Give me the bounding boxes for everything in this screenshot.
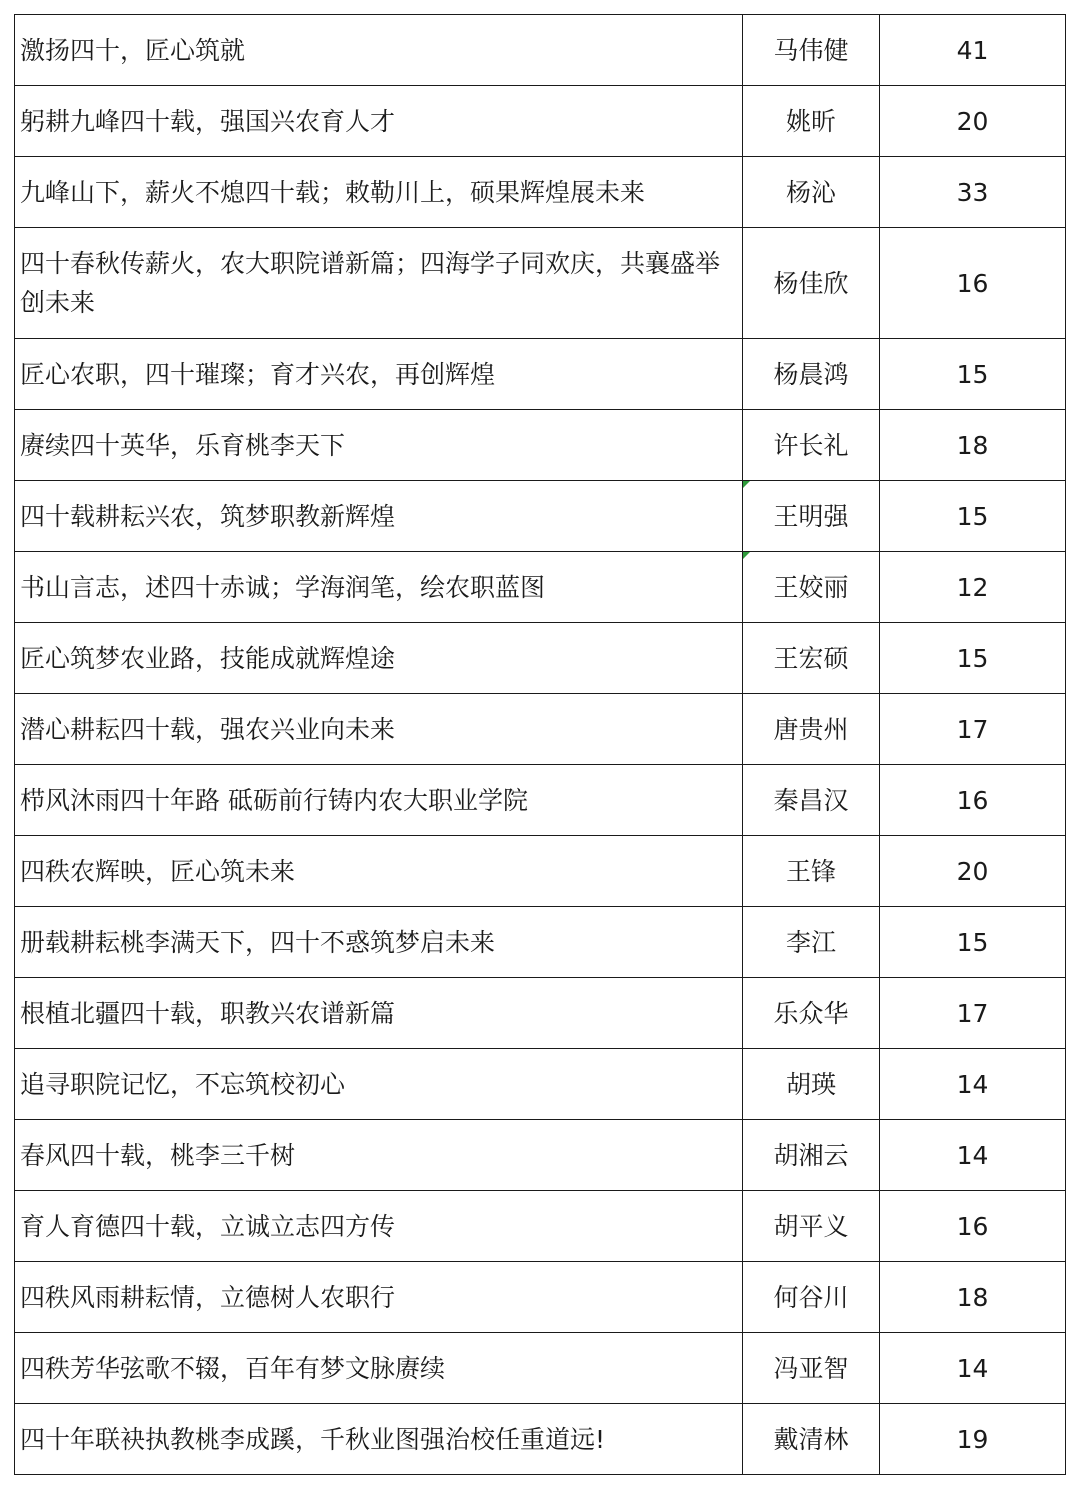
votes-cell: 41 xyxy=(880,15,1066,86)
table-row xyxy=(15,1404,1066,1475)
votes-cell: 20 xyxy=(880,836,1066,907)
author-cell: 杨沁 xyxy=(743,157,880,228)
author-cell xyxy=(743,481,880,552)
slogan-cell: 激扬四十，匠心筑就 xyxy=(15,15,743,86)
votes-cell: 15 xyxy=(880,907,1066,978)
slogan-cell: 匠心农职，四十璀璨；育才兴农，再创辉煌 xyxy=(15,339,743,410)
table-row xyxy=(15,694,1066,765)
slogan-cell: 册载耕耘桃李满天下，四十不惑筑梦启未来 xyxy=(15,907,743,978)
slogan-cell: 四十春秋传薪火，农大职院谱新篇；四海学子同欢庆，共襄盛举创未来 xyxy=(15,228,743,339)
author-cell: 胡瑛 xyxy=(743,1049,880,1120)
votes-cell: 17 xyxy=(880,978,1066,1049)
comment-marker-icon xyxy=(743,481,750,488)
votes-cell: 17 xyxy=(880,694,1066,765)
table-row xyxy=(15,1191,1066,1262)
slogan-cell: 根植北疆四十载，职教兴农谱新篇 xyxy=(15,978,743,1049)
author-cell: 秦昌汉 xyxy=(743,765,880,836)
author-cell: 何谷川 xyxy=(743,1262,880,1333)
table-row xyxy=(15,623,1066,694)
table-row xyxy=(15,157,1066,228)
slogan-cell: 躬耕九峰四十载，强国兴农育人才 xyxy=(15,86,743,157)
author-cell: 马伟健 xyxy=(743,15,880,86)
author-name: 王姣丽 xyxy=(773,572,849,602)
author-name: 王明强 xyxy=(773,501,849,531)
comment-marker-icon xyxy=(743,552,750,559)
slogan-cell: 九峰山下，薪火不熄四十载；敕勒川上，硕果辉煌展未来 xyxy=(15,157,743,228)
table-row xyxy=(15,86,1066,157)
votes-cell: 20 xyxy=(880,86,1066,157)
votes-cell: 16 xyxy=(880,228,1066,339)
slogan-cell: 追寻职院记忆，不忘筑校初心 xyxy=(15,1049,743,1120)
author-cell: 李江 xyxy=(743,907,880,978)
author-cell: 戴清林 xyxy=(743,1404,880,1475)
author-cell: 姚昕 xyxy=(743,86,880,157)
votes-cell: 15 xyxy=(880,623,1066,694)
table-row xyxy=(15,1120,1066,1191)
table-row xyxy=(15,1262,1066,1333)
author-cell: 唐贵州 xyxy=(743,694,880,765)
slogan-cell: 四秩芳华弦歌不辍，百年有梦文脉赓续 xyxy=(15,1333,743,1404)
slogan-cell: 春风四十载，桃李三千树 xyxy=(15,1120,743,1191)
votes-cell: 33 xyxy=(880,157,1066,228)
votes-cell: 15 xyxy=(880,339,1066,410)
table-row xyxy=(15,410,1066,481)
votes-cell: 19 xyxy=(880,1404,1066,1475)
votes-cell: 12 xyxy=(880,552,1066,623)
author-cell: 冯亚智 xyxy=(743,1333,880,1404)
table-row xyxy=(15,978,1066,1049)
slogan-votes-table xyxy=(14,14,1066,1475)
slogan-cell: 赓续四十英华，乐育桃李天下 xyxy=(15,410,743,481)
author-cell: 杨佳欣 xyxy=(743,228,880,339)
votes-cell: 16 xyxy=(880,1191,1066,1262)
votes-cell: 16 xyxy=(880,765,1066,836)
votes-cell: 18 xyxy=(880,1262,1066,1333)
votes-cell: 14 xyxy=(880,1049,1066,1120)
author-cell: 杨晨鸿 xyxy=(743,339,880,410)
table-row xyxy=(15,1333,1066,1404)
table-row xyxy=(15,228,1066,339)
author-cell: 胡湘云 xyxy=(743,1120,880,1191)
table-row xyxy=(15,907,1066,978)
votes-cell: 14 xyxy=(880,1333,1066,1404)
table-row xyxy=(15,339,1066,410)
author-cell: 许长礼 xyxy=(743,410,880,481)
author-cell: 乐众华 xyxy=(743,978,880,1049)
author-cell xyxy=(743,552,880,623)
votes-cell: 18 xyxy=(880,410,1066,481)
author-cell: 胡平义 xyxy=(743,1191,880,1262)
author-cell: 王宏硕 xyxy=(743,623,880,694)
table-row xyxy=(15,481,1066,552)
slogan-cell: 四秩风雨耕耘情，立德树人农职行 xyxy=(15,1262,743,1333)
slogan-cell: 潜心耕耘四十载，强农兴业向未来 xyxy=(15,694,743,765)
slogan-cell: 栉风沐雨四十年路 砥砺前行铸内农大职业学院 xyxy=(15,765,743,836)
slogan-cell: 匠心筑梦农业路，技能成就辉煌途 xyxy=(15,623,743,694)
table-row xyxy=(15,765,1066,836)
table-row xyxy=(15,1049,1066,1120)
table-row xyxy=(15,836,1066,907)
slogan-cell: 四秩农辉映，匠心筑未来 xyxy=(15,836,743,907)
table-row xyxy=(15,15,1066,86)
author-cell: 王锋 xyxy=(743,836,880,907)
slogan-cell: 四十年联袂执教桃李成蹊，千秋业图强治校任重道远! xyxy=(15,1404,743,1475)
votes-cell: 15 xyxy=(880,481,1066,552)
slogan-cell: 四十载耕耘兴农，筑梦职教新辉煌 xyxy=(15,481,743,552)
slogan-table-container xyxy=(14,14,1065,1475)
slogan-cell: 书山言志，述四十赤诚；学海润笔，绘农职蓝图 xyxy=(15,552,743,623)
slogan-cell: 育人育德四十载，立诚立志四方传 xyxy=(15,1191,743,1262)
table-row xyxy=(15,552,1066,623)
votes-cell: 14 xyxy=(880,1120,1066,1191)
